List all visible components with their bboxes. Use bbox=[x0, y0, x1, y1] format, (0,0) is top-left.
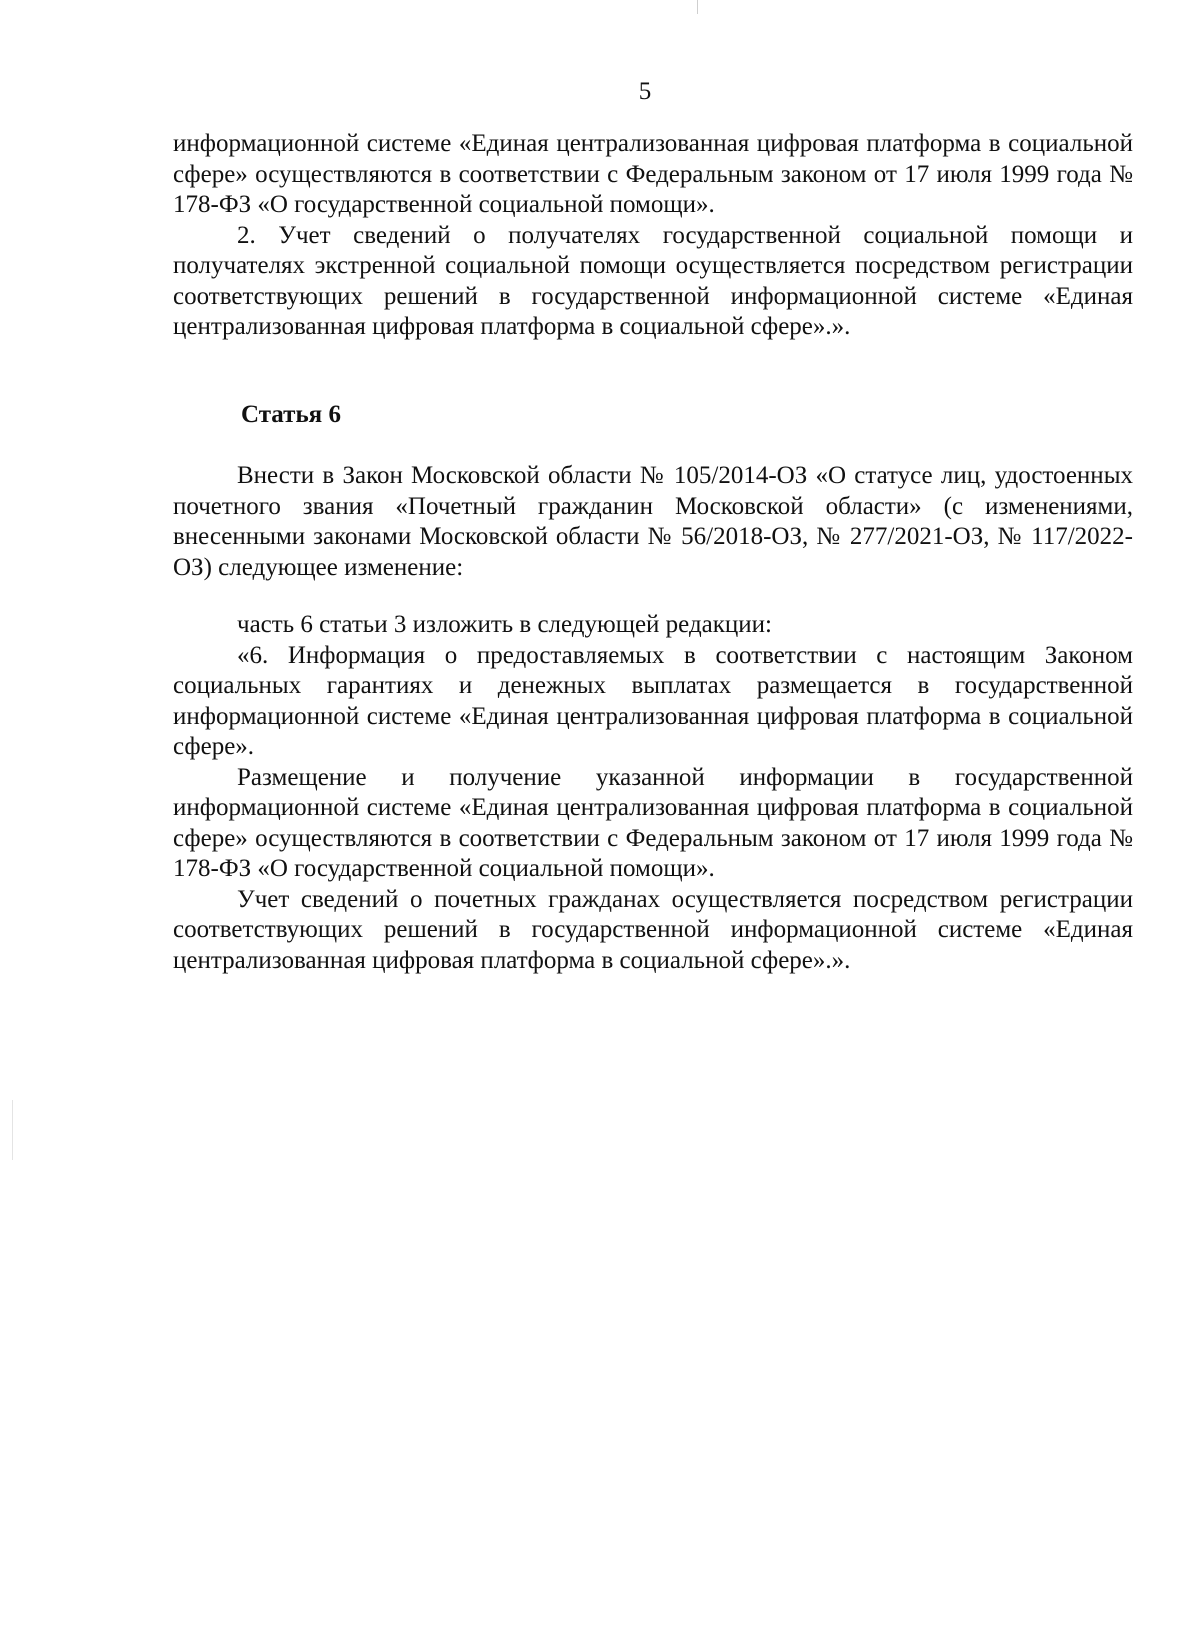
text-block-article-intro bbox=[173, 461, 1133, 583]
scan-artifact-top bbox=[697, 0, 698, 14]
paragraph-item-2: 2. Учет сведений о получателях государственной социальной помощи и получателях экстренной социальной помощи осуществляется посредством регистрации соответствующих решений в государственной информационной системе «Единая централизованная цифровая платформа в социальной сфере».». bbox=[173, 221, 1133, 340]
article-heading: Статья 6 bbox=[241, 401, 341, 428]
paragraph-amendment-placement: Размещение и получение указанной информации в государственной информационной системе «Единая централизованная цифровая платформа в социальной сфере» осуществляются в соответствии с Федеральным законом от 17 июля 1999 года № 178-ФЗ «О государственной социальной помощи». bbox=[173, 763, 1133, 882]
paragraph-amendment-part-6: «6. Информация о предоставляемых в соответствии с настоящим Законом социальных гарантиях и денежных выплатах размещается в государственной информационной системе «Единая централизованная цифровая платформа в социальной сфере». bbox=[173, 641, 1133, 760]
text-block-continuation bbox=[173, 129, 1133, 343]
paragraph-article-intro: Внести в Закон Московской области № 105/2014-ОЗ «О статусе лиц, удостоенных почетного звания «Почетный гражданин Московской области» (с изменениями, внесенными законами Московской области № 56/2018-ОЗ, № 277/2021-ОЗ, № 117/2022-ОЗ) следующее изменение: bbox=[173, 462, 1133, 581]
scan-artifact-left bbox=[12, 1100, 13, 1160]
text-block-amendment bbox=[173, 610, 1133, 976]
paragraph-amendment-accounting: Учет сведений о почетных гражданах осуществляется посредством регистрации соответствующих решений в государственной информационной системе «Единая централизованная цифровая платформа в социальной сфере».». bbox=[173, 885, 1133, 974]
paragraph-continuation: информационной системе «Единая централизованная цифровая платформа в социальной сфере» осуществляются в соответствии с Федеральным законом от 17 июля 1999 года № 178-ФЗ «О государственной социальной помощи». bbox=[173, 130, 1133, 218]
paragraph-amendment-instruction: часть 6 статьи 3 изложить в следующей редакции: bbox=[237, 611, 772, 638]
page-number: 5 bbox=[638, 78, 652, 105]
